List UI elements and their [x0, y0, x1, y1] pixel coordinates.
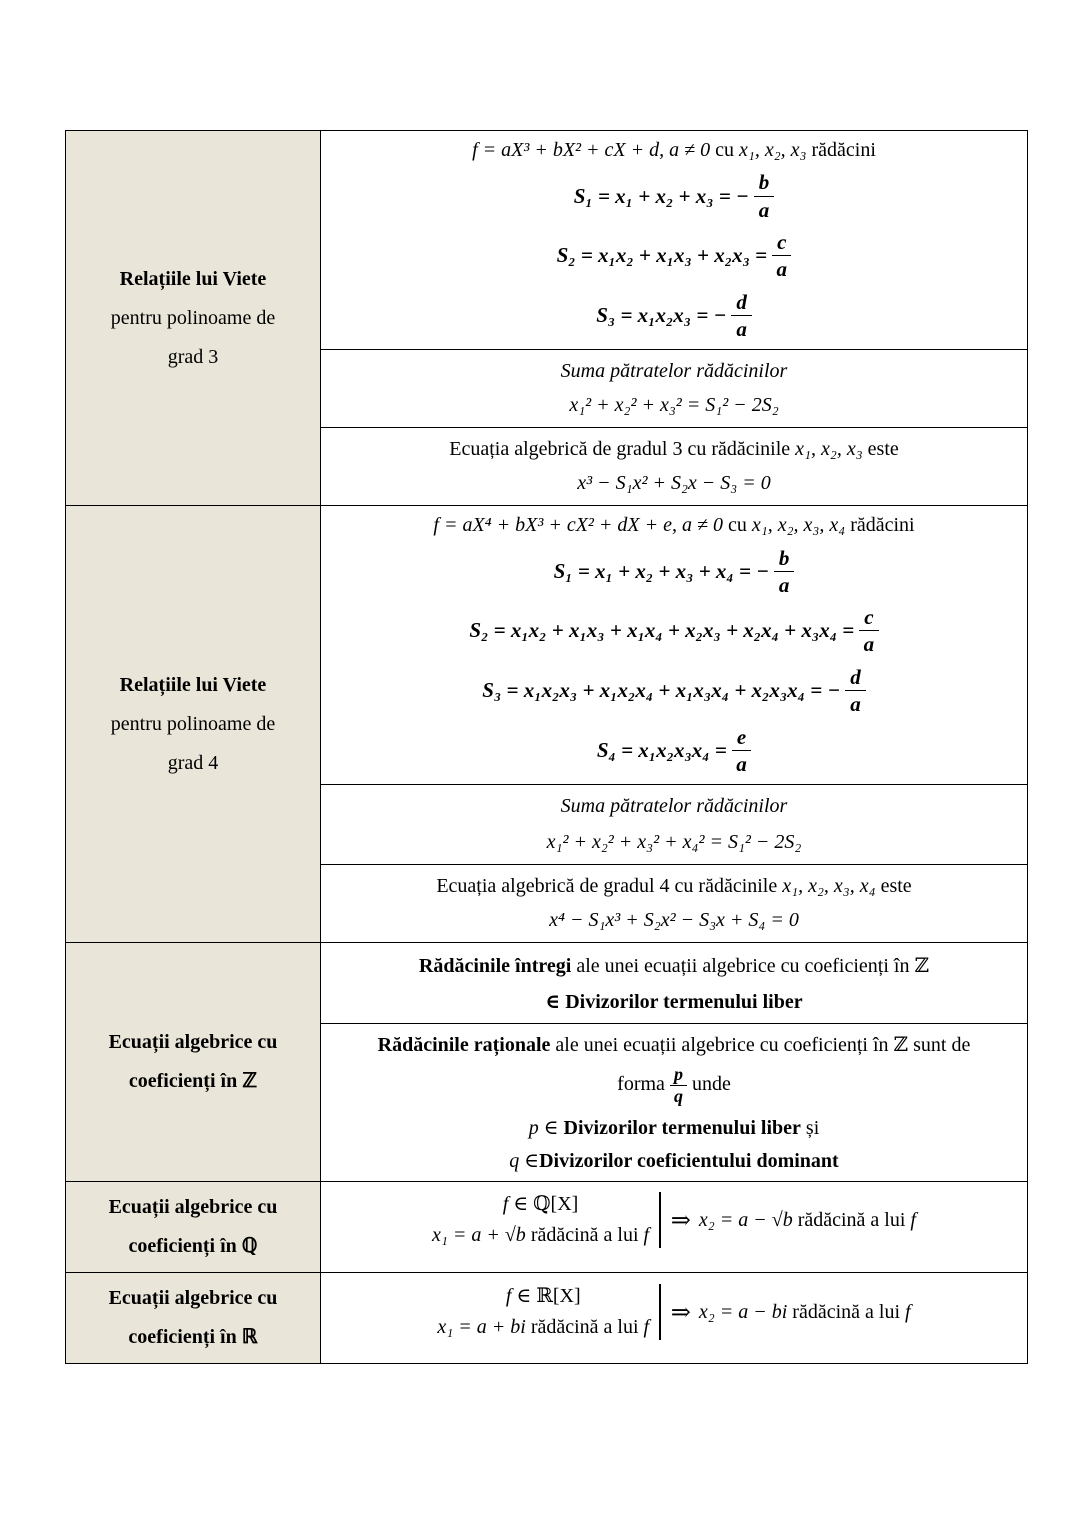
ratQ-hypothesis	[432, 1189, 649, 1251]
row-coeff-integers	[66, 942, 1027, 1181]
realR-domain-line	[506, 1281, 581, 1312]
formula-lhs: S₃ = x₁x₂x₃ = −	[596, 302, 727, 327]
plain-text: ∈	[538, 1116, 564, 1139]
math-text: f = aX⁴ + bX³ + cX² + dX + e, a ≠ 0	[433, 514, 728, 537]
viete4-content	[321, 506, 1027, 942]
realR-root-line	[437, 1312, 649, 1343]
integer-roots-divisors: ∈ Divizorilor termenului liber	[545, 990, 803, 1013]
viete4-squares-cell	[321, 784, 1027, 864]
ratQ-row-header	[66, 1182, 321, 1272]
squares-formula: x₁² + x₂² + x₃² = S₁² − 2S₂	[569, 394, 779, 417]
fraction-numerator: e	[732, 725, 751, 751]
math-text: x₁ = a + bi	[437, 1316, 526, 1338]
viete3-header-title: Relațiile lui Viete	[119, 267, 267, 290]
row-coeff-reals	[66, 1272, 1027, 1363]
plain-text: Ecuația algebrică de gradul 3 cu rădăcinile	[449, 437, 796, 460]
intZ-header-line1: Ecuații algebrice cu	[108, 1031, 278, 1053]
viete4-relations-cell	[321, 506, 1027, 784]
plain-text: este	[875, 874, 912, 897]
math-text: x₁, x₂, x₃, x₄	[751, 514, 846, 537]
viete4-s4-formula	[597, 725, 751, 776]
plain-text: rădăcină a lui	[525, 1224, 644, 1246]
viete3-squares-cell	[321, 349, 1027, 427]
viete3-s3-formula	[596, 290, 752, 341]
viete3-polynomial-definition	[472, 139, 876, 162]
fraction-denominator: a	[863, 632, 875, 657]
formula-lhs: S₁ = x₁ + x₂ + x₃ = −	[573, 183, 749, 208]
viete3-header-sub1: pentru polinoame de	[110, 306, 276, 329]
intZ-header-line2: coeficienți în ℤ	[128, 1070, 258, 1092]
fraction-denominator: a	[850, 692, 861, 717]
equation-formula: x³ − S₁x² + S₂x − S₃ = 0	[577, 472, 771, 495]
plain-text: ale unei ecuații algebrice cu coeficienți în ℤ	[571, 954, 930, 977]
formula-lhs: S₂ = x₁x₂ + x₁x₃ + x₁x₄ + x₂x₃ + x₂x₄ + x₃x₄ =	[469, 618, 855, 643]
fraction	[772, 230, 791, 281]
fraction-denominator: q	[673, 1086, 683, 1107]
viete4-s1-formula	[554, 546, 795, 597]
fraction	[731, 290, 752, 341]
bold-text: Rădăcinile întregi	[418, 954, 572, 977]
fraction-denominator: a	[736, 751, 747, 776]
fraction	[859, 605, 878, 656]
formula-table	[65, 130, 1028, 1364]
viete3-content	[321, 131, 1027, 505]
plain-text: rădăcină a lui	[525, 1316, 644, 1338]
math-text: x₂ = a − √b	[698, 1208, 793, 1231]
math-text: f	[643, 1316, 650, 1338]
viete3-s2-formula	[557, 230, 792, 281]
ratQ-conclusion	[671, 1206, 916, 1235]
plain-text: ∈ ℚ[X]	[508, 1193, 579, 1215]
math-text: x₁, x₂, x₃, x₄	[782, 874, 876, 897]
equation-title	[436, 875, 911, 898]
viete3-s1-formula	[574, 170, 775, 221]
fraction	[754, 170, 775, 221]
viete3-row-header	[66, 131, 321, 505]
plain-text: ∈	[519, 1149, 540, 1172]
viete3-equation-cell	[321, 427, 1027, 505]
realR-conclusion	[671, 1298, 911, 1327]
fraction-denominator: a	[736, 316, 747, 341]
plain-text: unde	[691, 1073, 731, 1096]
p-divisors-line	[529, 1115, 820, 1140]
math-text: f	[643, 1224, 650, 1246]
realR-header-line2: coeficienți în ℝ	[128, 1326, 258, 1348]
plain-text: rădăcină a lui	[787, 1300, 905, 1323]
fraction-numerator: c	[859, 605, 878, 631]
ratQ-header-line1: Ecuații algebrice cu	[108, 1196, 278, 1218]
plain-text: și	[800, 1116, 820, 1139]
plain-text: forma	[617, 1073, 665, 1096]
fraction	[774, 546, 795, 597]
conditional-bar	[659, 1284, 661, 1340]
rational-roots-form	[617, 1065, 731, 1106]
bold-text: Divizorilor termenului liber	[563, 1116, 801, 1139]
row-coeff-rationals	[66, 1181, 1027, 1272]
math-text: f	[910, 1208, 916, 1231]
formula-lhs: S₂ = x₁x₂ + x₁x₃ + x₂x₃ =	[556, 243, 768, 268]
viete3-header-sub2: grad 3	[167, 345, 219, 368]
bold-text: Divizorilor coeficientului dominant	[539, 1149, 839, 1172]
fraction-numerator: d	[731, 290, 752, 316]
ratQ-header-line2: coeficienți în ℚ	[128, 1235, 258, 1257]
pq-fraction	[670, 1065, 687, 1106]
viete4-row-header	[66, 506, 321, 942]
viete4-s2-formula	[469, 605, 878, 656]
math-text: x₁, x₂, x₃	[795, 437, 863, 460]
formula-lhs: S₄ = x₁x₂x₃x₄ =	[596, 737, 727, 762]
ratQ-domain-line	[503, 1189, 579, 1220]
equation-formula: x⁴ − S₁x³ + S₂x² − S₃x + S₄ = 0	[549, 909, 799, 932]
math-text: p	[528, 1116, 539, 1139]
integer-roots-cell	[321, 943, 1027, 1023]
plain-text: cu	[727, 514, 752, 537]
viete4-header-sub2: grad 4	[167, 751, 219, 774]
conditional-bar	[659, 1192, 661, 1248]
intZ-content	[321, 943, 1027, 1181]
row-viete-grad3	[66, 131, 1027, 505]
realR-header-line1: Ecuații algebrice cu	[108, 1287, 278, 1309]
fraction-numerator: p	[670, 1065, 687, 1086]
ratQ-conjugate-root	[699, 1209, 916, 1232]
bold-text: Rădăcinile raționale	[377, 1034, 551, 1057]
realR-row-header	[66, 1273, 321, 1363]
fraction-numerator: b	[754, 170, 775, 196]
plain-text: rădăcină a lui	[792, 1208, 911, 1231]
plain-text: ∈ ℝ[X]	[511, 1285, 581, 1307]
row-viete-grad4	[66, 505, 1027, 942]
math-text: x₁, x₂, x₃	[739, 139, 807, 162]
realR-hypothesis	[437, 1281, 649, 1343]
rational-roots-cell	[321, 1023, 1027, 1181]
plain-text: rădăcini	[845, 514, 915, 537]
equation-title	[449, 438, 899, 461]
rational-roots-statement	[378, 1032, 971, 1057]
squares-title: Suma pătratelor rădăcinilor	[560, 359, 788, 382]
viete4-polynomial-definition	[433, 514, 914, 537]
plain-text: ale unei ecuații algebrice cu coeficienți în ℤ sunt de	[550, 1034, 971, 1057]
viete4-header-sub1: pentru polinoame de	[110, 712, 276, 735]
math-text: f	[905, 1300, 911, 1323]
formula-lhs: S₃ = x₁x₂x₃ + x₁x₂x₄ + x₁x₃x₄ + x₂x₃x₄ = −	[482, 678, 841, 703]
fraction-denominator: a	[778, 572, 790, 597]
plain-text: cu	[715, 139, 740, 162]
fraction-numerator: d	[845, 665, 866, 691]
fraction-denominator: a	[758, 197, 770, 222]
math-text: f	[505, 1285, 512, 1307]
plain-text: este	[862, 437, 899, 460]
fraction	[732, 725, 751, 776]
squares-title: Suma pătratelor rădăcinilor	[560, 795, 788, 818]
plain-text: Ecuația algebrică de gradul 4 cu rădăcinile	[436, 874, 783, 897]
implies-arrow-icon: ⇒	[670, 1207, 691, 1234]
formula-lhs: S₁ = x₁ + x₂ + x₃ + x₄ = −	[553, 558, 769, 583]
viete3-relations-cell	[321, 131, 1027, 349]
math-text: f	[502, 1193, 509, 1215]
plain-text: rădăcini	[806, 139, 876, 162]
fraction	[845, 665, 866, 716]
viete4-s3-formula	[482, 665, 865, 716]
fraction-denominator: a	[776, 257, 788, 282]
realR-conjugate-root	[699, 1301, 911, 1324]
ratQ-cell	[321, 1182, 1027, 1258]
integer-roots-statement	[419, 953, 929, 978]
ratQ-root-line	[432, 1220, 649, 1251]
squares-formula: x₁² + x₂² + x₃² + x₄² = S₁² − 2S₂	[546, 830, 802, 853]
implies-arrow-icon: ⇒	[670, 1299, 691, 1326]
math-text: q	[509, 1149, 520, 1172]
fraction-numerator: b	[774, 546, 795, 572]
math-text: x₁ = a + √b	[432, 1224, 526, 1246]
intZ-row-header	[66, 943, 321, 1181]
q-divisors-line	[509, 1148, 838, 1173]
realR-cell	[321, 1273, 1027, 1351]
math-text: f = aX³ + bX² + cX + d, a ≠ 0	[472, 139, 716, 162]
viete4-equation-cell	[321, 864, 1027, 942]
fraction-numerator: c	[772, 230, 791, 256]
viete4-header-title: Relațiile lui Viete	[119, 673, 267, 696]
math-text: x₂ = a − bi	[698, 1300, 788, 1323]
